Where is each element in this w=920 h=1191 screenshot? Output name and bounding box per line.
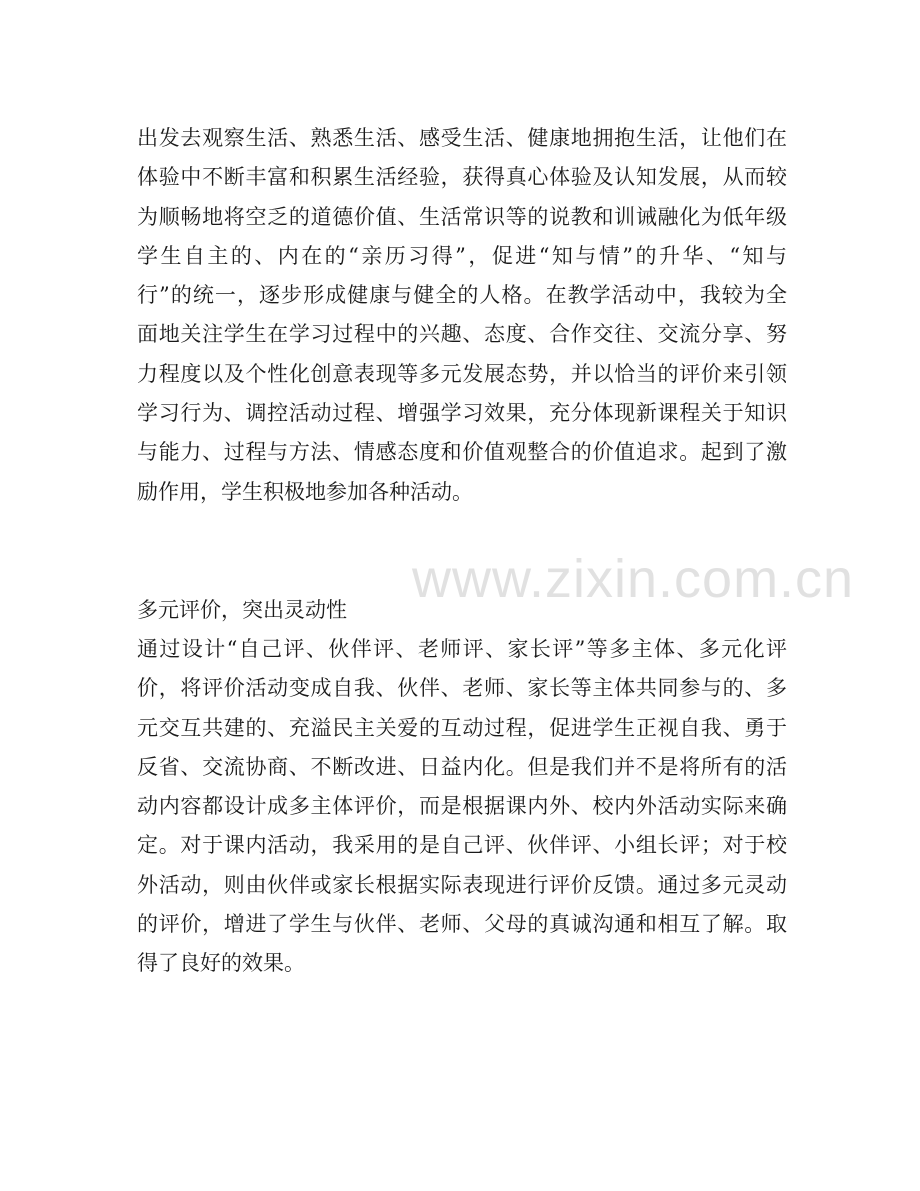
paragraph-line: 出发去观察生活、熟悉生活、感受生活、健康地拥抱生活，让他们在 [137, 126, 787, 150]
paragraph-line: 价，将评价活动变成自我、伙伴、老师、家长等主体共同参与的、多 [137, 676, 787, 701]
paragraph-line: 与能力、过程与方法、情感态度和价值观整合的价值追求。起到了激 [137, 440, 787, 465]
paragraph-line: 通过设计“自己评、伙伴评、老师评、家长评”等多主体、多元化评 [137, 637, 787, 661]
paragraph-line: 定。对于课内活动，我采用的是自己评、伙伴评、小组长评；对于校 [137, 833, 787, 858]
paragraph-1 [137, 119, 787, 512]
paragraph-line: 力程度以及个性化创意表现等多元发展态势，并以恰当的评价来引领 [137, 361, 787, 386]
paragraph-line: 的评价，增进了学生与伙伴、老师、父母的真诚沟通和相互了解。取 [137, 912, 787, 937]
paragraph-line: 元交互共建的、充溢民主关爱的互动过程，促进学生正视自我、勇于 [137, 715, 787, 740]
paragraph-line: 反省、交流协商、不断改进、日益内化。但是我们并不是将所有的活 [137, 754, 787, 779]
paragraph-line: 动内容都设计成多主体评价，而是根据课内外、校内外活动实际来确 [137, 794, 787, 819]
paragraph-line: 体验中不断丰富和积累生活经验，获得真心体验及认知发展，从而较 [137, 165, 787, 190]
paragraph-line: 为顺畅地将空乏的道德价值、生活常识等的说教和训诫融化为低年级 [137, 204, 787, 229]
section-heading: 多元评价，突出灵动性 [137, 598, 347, 622]
paragraph-line: 外活动，则由伙伴或家长根据实际表现进行评价反馈。通过多元灵动 [137, 872, 787, 897]
paragraph-line: 面地关注学生在学习过程中的兴趣、态度、合作交往、交流分享、努 [137, 322, 787, 347]
paragraph-line: 学生自主的、内在的“亲历习得”，促进“知与情”的升华、“知与 [137, 243, 787, 268]
paragraph-line: 行”的统一，逐步形成健康与健全的人格。在教学活动中，我较为全 [137, 283, 787, 308]
paragraph-line: 励作用，学生积极地参加各种活动。 [137, 479, 473, 504]
paragraph-2 [137, 630, 787, 984]
paragraph-line: 得了良好的效果。 [137, 951, 305, 976]
watermark: www.zixin.com.cn [412, 549, 855, 609]
paragraph-line: 学习行为、调控活动过程、增强学习效果，充分体现新课程关于知识 [137, 401, 787, 426]
section-heading-block [137, 591, 787, 630]
